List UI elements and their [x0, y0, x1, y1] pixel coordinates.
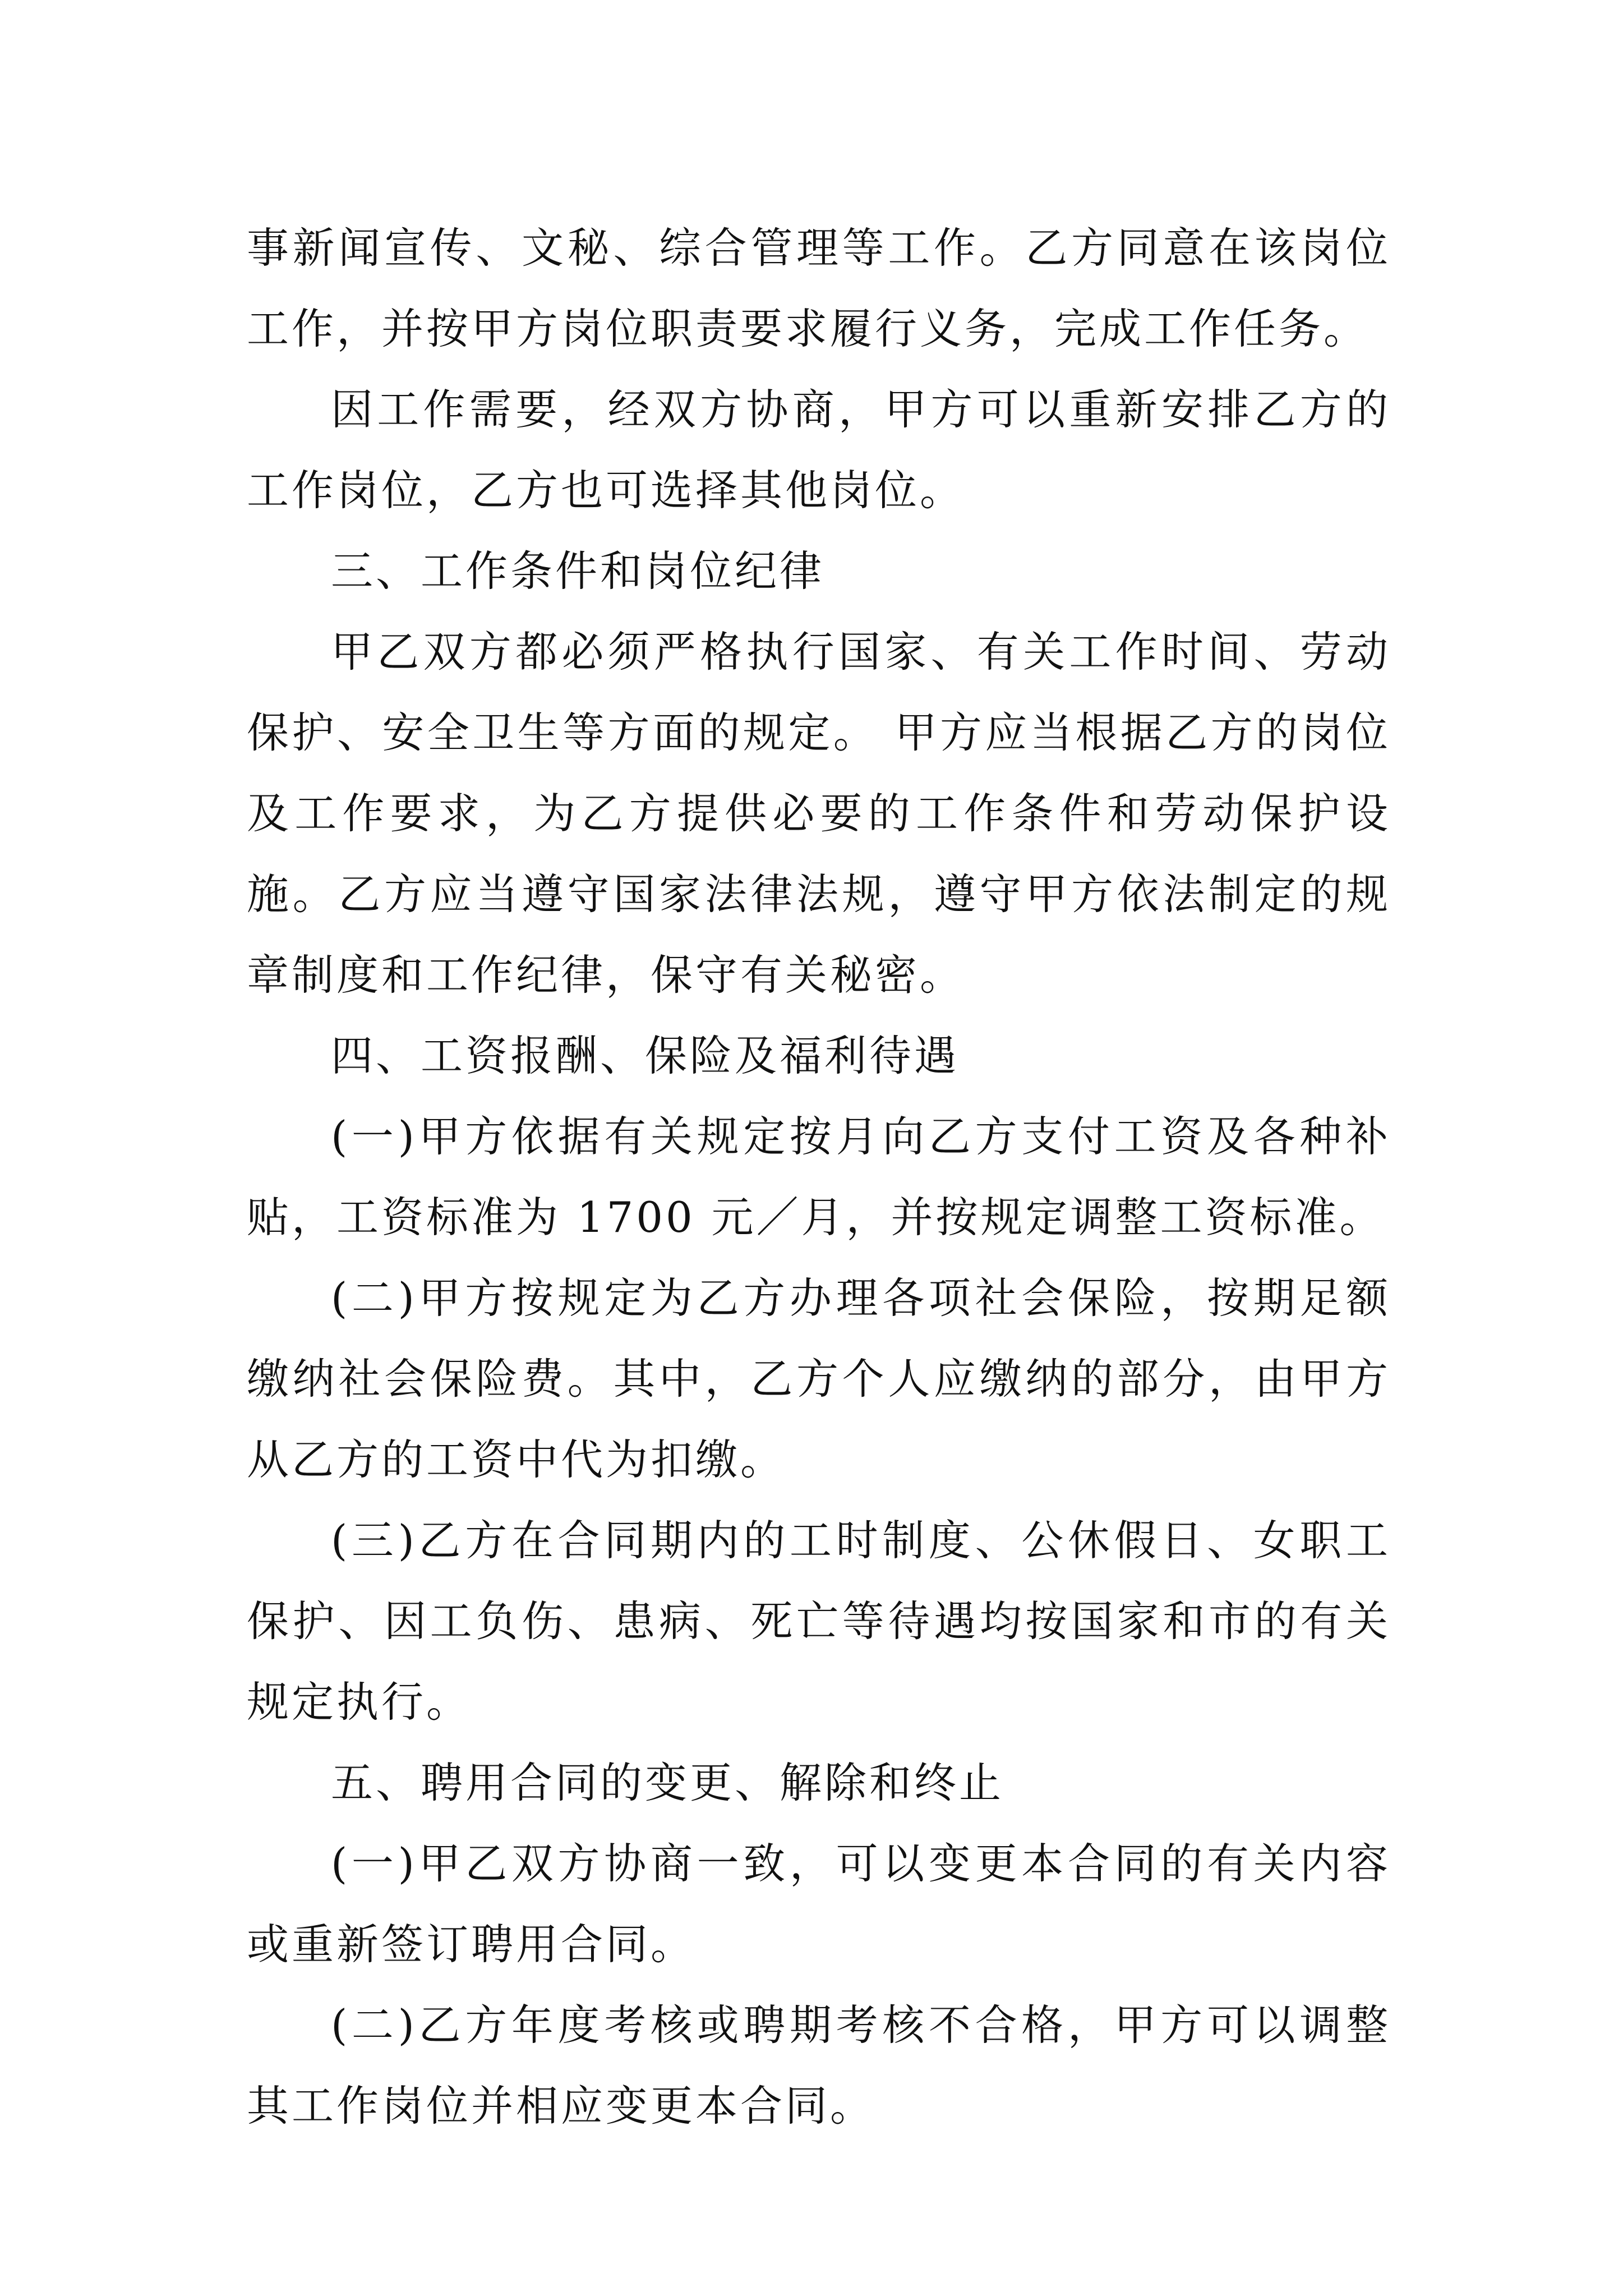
- section-heading-4: 四、工资报酬、保险及福利待遇: [331, 1031, 960, 1080]
- paragraph-5-2-assessment: (二)乙方年度考核或聘期考核不合格，甲方可以调整其工作岗位并相应变更本合同。: [247, 2000, 1391, 2131]
- section-heading-3: 三、工作条件和岗位纪律: [331, 546, 825, 596]
- paragraph-4-2-insurance: (二)甲方按规定为乙方办理各项社会保险，按期足额缴纳社会保险费。其中，乙方个人应缴纳的部分，由甲方从乙方的工资中代为扣缴。: [247, 1273, 1391, 1484]
- paragraph-5-1-modification: (一)甲乙双方协商一致，可以变更本合同的有关内容或重新签订聘用合同。: [247, 1839, 1391, 1969]
- paragraph-continuation-job-duties: 事新闻宣传、文秘、综合管理等工作。乙方同意在该岗位工作，并按甲方岗位职责要求履行义务，完成工作任务。: [247, 223, 1391, 353]
- section-heading-5: 五、聘用合同的变更、解除和终止: [331, 1758, 1004, 1807]
- paragraph-job-reassignment: 因工作需要，经双方协商，甲方可以重新安排乙方的工作岗位，乙方也可选择其他岗位。: [247, 385, 1391, 515]
- paragraph-work-conditions: 甲乙双方都必须严格执行国家、有关工作时间、劳动保护、安全卫生等方面的规定。 甲方应当根据乙方的岗位及工作要求，为乙方提供必要的工作条件和劳动保护设施。乙方应当遵守国家法律法规，遵守甲方依法制定的规章制度和工作纪律，保守有关秘密。: [247, 627, 1391, 1000]
- paragraph-4-3-benefits: (三)乙方在合同期内的工时制度、公休假日、女职工保护、因工负伤、患病、死亡等待遇均按国家和市的有关规定执行。: [247, 1516, 1391, 1727]
- document-body: [247, 208, 1391, 2146]
- paragraph-4-1-salary: (一)甲方依据有关规定按月向乙方支付工资及各种补贴，工资标准为 1700 元／月，并按规定调整工资标准。: [247, 1112, 1391, 1242]
